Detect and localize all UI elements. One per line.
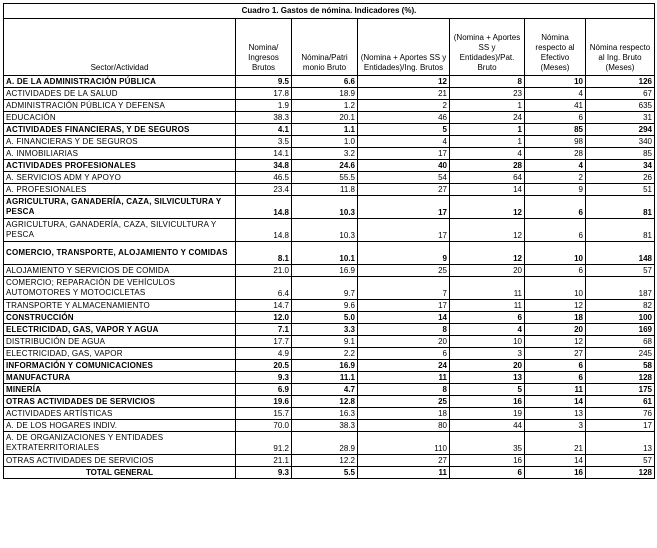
row-value: 14 bbox=[525, 455, 586, 467]
row-value: 46 bbox=[358, 112, 450, 124]
row-value: 27 bbox=[358, 455, 450, 467]
table-row-sector bbox=[4, 396, 655, 408]
row-value: 82 bbox=[586, 300, 655, 312]
row-value: 85 bbox=[525, 124, 586, 136]
row-value: 64 bbox=[450, 172, 525, 184]
row-value: 21.0 bbox=[236, 265, 292, 277]
total-value: 128 bbox=[586, 467, 655, 479]
row-value: 11 bbox=[358, 372, 450, 384]
payroll-indicators-table bbox=[3, 3, 655, 479]
row-value: 11.8 bbox=[292, 184, 358, 196]
row-value: 11 bbox=[450, 277, 525, 300]
row-value: 12 bbox=[525, 336, 586, 348]
row-label: A. DE ORGANIZACIONES Y ENTIDADES EXTRATERRITORIALES bbox=[4, 432, 236, 455]
table-row-sector bbox=[4, 196, 655, 219]
row-value: 3.5 bbox=[236, 136, 292, 148]
row-value: 2.2 bbox=[292, 348, 358, 360]
row-value: 44 bbox=[450, 420, 525, 432]
row-value: 3 bbox=[450, 348, 525, 360]
row-value: 28 bbox=[525, 148, 586, 160]
row-label: A. DE LA ADMINISTRACIÓN PÚBLICA bbox=[4, 76, 236, 88]
total-value: 5.5 bbox=[292, 467, 358, 479]
table-row-activity bbox=[4, 408, 655, 420]
row-value: 40 bbox=[358, 160, 450, 172]
row-value: 16 bbox=[450, 455, 525, 467]
row-value: 12.8 bbox=[292, 396, 358, 408]
row-value: 27 bbox=[358, 184, 450, 196]
row-value: 4 bbox=[358, 136, 450, 148]
table-row-activity bbox=[4, 455, 655, 467]
column-header-payroll-cash-months: Nómina respecto al Efectivo (Meses) bbox=[525, 19, 586, 76]
row-label: A. SERVICIOS ADM Y APOYO bbox=[4, 172, 236, 184]
row-value: 175 bbox=[586, 384, 655, 396]
row-value: 1.2 bbox=[292, 100, 358, 112]
row-value: 51 bbox=[586, 184, 655, 196]
row-value: 3.2 bbox=[292, 148, 358, 160]
row-value: 21.1 bbox=[236, 455, 292, 467]
table-row-sector bbox=[4, 372, 655, 384]
row-label: ELECTRICIDAD, GAS, VAPOR bbox=[4, 348, 236, 360]
table-row-sector bbox=[4, 324, 655, 336]
table-row-activity bbox=[4, 348, 655, 360]
row-value: 128 bbox=[586, 372, 655, 384]
row-value: 19 bbox=[450, 408, 525, 420]
row-value: 6 bbox=[525, 219, 586, 242]
column-header-payroll-ss-assets: (Nomina + Aportes SS y Entidades)/Pat. Bruto bbox=[450, 19, 525, 76]
row-value: 4.1 bbox=[236, 124, 292, 136]
row-value: 100 bbox=[586, 312, 655, 324]
table-row-sector bbox=[4, 242, 655, 265]
row-value: 28.9 bbox=[292, 432, 358, 455]
row-value: 20.1 bbox=[292, 112, 358, 124]
row-value: 15.7 bbox=[236, 408, 292, 420]
row-value: 4 bbox=[450, 324, 525, 336]
row-label: AGRICULTURA, GANADERÍA, CAZA, SILVICULTURA Y PESCA bbox=[4, 219, 236, 242]
row-value: 55.5 bbox=[292, 172, 358, 184]
row-value: 294 bbox=[586, 124, 655, 136]
column-header-payroll-income-months: Nómina respecto al Ing. Bruto (Meses) bbox=[586, 19, 655, 76]
row-label: CONSTRUCCIÓN bbox=[4, 312, 236, 324]
header-row bbox=[4, 19, 655, 76]
row-value: 1.9 bbox=[236, 100, 292, 112]
table-row-activity bbox=[4, 184, 655, 196]
row-value: 12 bbox=[358, 76, 450, 88]
total-value: 6 bbox=[450, 467, 525, 479]
row-value: 16 bbox=[450, 396, 525, 408]
row-value: 6.4 bbox=[236, 277, 292, 300]
row-label: INFORMACIÓN Y COMUNICACIONES bbox=[4, 360, 236, 372]
row-value: 5.0 bbox=[292, 312, 358, 324]
column-header-payroll-ss-income: (Nomina + Aportes SS y Entidades)/Ing. Brutos bbox=[358, 19, 450, 76]
row-value: 4.7 bbox=[292, 384, 358, 396]
row-value: 14.7 bbox=[236, 300, 292, 312]
table-row-activity bbox=[4, 100, 655, 112]
row-label: ELECTRICIDAD, GAS, VAPOR Y AGUA bbox=[4, 324, 236, 336]
row-value: 8 bbox=[358, 324, 450, 336]
row-value: 3.3 bbox=[292, 324, 358, 336]
row-label: A. DE LOS HOGARES INDIV. bbox=[4, 420, 236, 432]
row-value: 4 bbox=[525, 160, 586, 172]
row-value: 3 bbox=[525, 420, 586, 432]
row-value: 9 bbox=[358, 242, 450, 265]
row-label: COMERCIO; REPARACIÓN DE VEHÍCULOS AUTOMOTORES Y MOTOCICLETAS bbox=[4, 277, 236, 300]
row-value: 10.1 bbox=[292, 242, 358, 265]
row-value: 340 bbox=[586, 136, 655, 148]
table-row-activity bbox=[4, 136, 655, 148]
row-value: 16.9 bbox=[292, 265, 358, 277]
row-value: 70.0 bbox=[236, 420, 292, 432]
row-label: TRANSPORTE Y ALMACENAMIENTO bbox=[4, 300, 236, 312]
row-value: 11.1 bbox=[292, 372, 358, 384]
row-value: 20 bbox=[450, 360, 525, 372]
row-value: 41 bbox=[525, 100, 586, 112]
total-value: 11 bbox=[358, 467, 450, 479]
total-label: TOTAL GENERAL bbox=[4, 467, 236, 479]
row-value: 11 bbox=[525, 384, 586, 396]
row-label: ACTIVIDADES ARTÍSTICAS bbox=[4, 408, 236, 420]
row-value: 20 bbox=[450, 265, 525, 277]
row-value: 2 bbox=[358, 100, 450, 112]
row-value: 9.6 bbox=[292, 300, 358, 312]
total-value: 9.3 bbox=[236, 467, 292, 479]
row-value: 27 bbox=[525, 348, 586, 360]
row-value: 13 bbox=[525, 408, 586, 420]
row-label: MINERÍA bbox=[4, 384, 236, 396]
row-value: 14 bbox=[525, 396, 586, 408]
row-label: ADMINISTRACIÓN PÚBLICA Y DEFENSA bbox=[4, 100, 236, 112]
row-value: 12 bbox=[525, 300, 586, 312]
row-value: 1 bbox=[450, 100, 525, 112]
row-value: 10 bbox=[525, 277, 586, 300]
row-label: ACTIVIDADES FINANCIERAS, Y DE SEGUROS bbox=[4, 124, 236, 136]
row-value: 57 bbox=[586, 455, 655, 467]
row-value: 81 bbox=[586, 196, 655, 219]
row-value: 7 bbox=[358, 277, 450, 300]
row-value: 17 bbox=[358, 300, 450, 312]
table-title: Cuadro 1. Gastos de nómina. Indicadores (%). bbox=[4, 4, 655, 19]
row-value: 31 bbox=[586, 112, 655, 124]
table-row-total bbox=[4, 467, 655, 479]
row-value: 4 bbox=[525, 88, 586, 100]
table-body bbox=[4, 76, 655, 479]
row-value: 6 bbox=[450, 312, 525, 324]
row-label: COMERCIO, TRANSPORTE, ALOJAMIENTO Y COMIDAS bbox=[4, 242, 236, 265]
table-row-sector bbox=[4, 160, 655, 172]
row-value: 24.6 bbox=[292, 160, 358, 172]
row-value: 35 bbox=[450, 432, 525, 455]
row-label: DISTRIBUCIÓN DE AGUA bbox=[4, 336, 236, 348]
row-value: 14.1 bbox=[236, 148, 292, 160]
row-value: 6 bbox=[525, 265, 586, 277]
row-value: 13 bbox=[450, 372, 525, 384]
row-value: 19.6 bbox=[236, 396, 292, 408]
row-value: 9.1 bbox=[292, 336, 358, 348]
row-value: 14.8 bbox=[236, 196, 292, 219]
row-value: 67 bbox=[586, 88, 655, 100]
row-value: 38.3 bbox=[292, 420, 358, 432]
row-value: 7.1 bbox=[236, 324, 292, 336]
row-value: 34 bbox=[586, 160, 655, 172]
row-value: 17 bbox=[358, 219, 450, 242]
payroll-indicators-table-container bbox=[3, 3, 654, 479]
row-value: 18 bbox=[358, 408, 450, 420]
row-value: 1 bbox=[450, 124, 525, 136]
table-row-activity bbox=[4, 300, 655, 312]
column-header-payroll-gross-assets: Nómina/Patri monio Bruto bbox=[292, 19, 358, 76]
row-value: 16.9 bbox=[292, 360, 358, 372]
row-value: 148 bbox=[586, 242, 655, 265]
table-row-activity bbox=[4, 88, 655, 100]
row-value: 8 bbox=[450, 76, 525, 88]
row-value: 61 bbox=[586, 396, 655, 408]
row-value: 81 bbox=[586, 219, 655, 242]
row-value: 245 bbox=[586, 348, 655, 360]
row-value: 1 bbox=[450, 136, 525, 148]
row-value: 1.1 bbox=[292, 124, 358, 136]
row-value: 10 bbox=[525, 76, 586, 88]
row-value: 2 bbox=[525, 172, 586, 184]
row-value: 17 bbox=[358, 148, 450, 160]
total-value: 16 bbox=[525, 467, 586, 479]
row-value: 91.2 bbox=[236, 432, 292, 455]
row-value: 58 bbox=[586, 360, 655, 372]
row-value: 23 bbox=[450, 88, 525, 100]
row-value: 34.8 bbox=[236, 160, 292, 172]
row-value: 6 bbox=[525, 112, 586, 124]
table-row-activity bbox=[4, 112, 655, 124]
row-label: AGRICULTURA, GANADERÍA, CAZA, SILVICULTURA Y PESCA bbox=[4, 196, 236, 219]
row-value: 5 bbox=[450, 384, 525, 396]
row-value: 14 bbox=[358, 312, 450, 324]
row-value: 6.9 bbox=[236, 384, 292, 396]
row-value: 14.8 bbox=[236, 219, 292, 242]
table-row-activity bbox=[4, 265, 655, 277]
table-row-sector bbox=[4, 360, 655, 372]
row-label: A. FINANCIERAS Y DE SEGUROS bbox=[4, 136, 236, 148]
row-label: A. PROFESIONALES bbox=[4, 184, 236, 196]
row-label: OTRAS ACTIVIDADES DE SERVICIOS bbox=[4, 455, 236, 467]
row-value: 110 bbox=[358, 432, 450, 455]
row-label: ACTIVIDADES DE LA SALUD bbox=[4, 88, 236, 100]
row-value: 10.3 bbox=[292, 196, 358, 219]
row-value: 24 bbox=[450, 112, 525, 124]
row-value: 635 bbox=[586, 100, 655, 112]
table-row-activity bbox=[4, 219, 655, 242]
row-value: 169 bbox=[586, 324, 655, 336]
row-value: 6 bbox=[525, 372, 586, 384]
row-value: 21 bbox=[525, 432, 586, 455]
row-label: MANUFACTURA bbox=[4, 372, 236, 384]
row-value: 98 bbox=[525, 136, 586, 148]
row-value: 25 bbox=[358, 265, 450, 277]
row-value: 24 bbox=[358, 360, 450, 372]
table-row-activity bbox=[4, 172, 655, 184]
row-value: 14 bbox=[450, 184, 525, 196]
row-value: 54 bbox=[358, 172, 450, 184]
row-value: 17.8 bbox=[236, 88, 292, 100]
row-value: 10 bbox=[525, 242, 586, 265]
column-header-sector: Sector/Actividad bbox=[4, 19, 236, 76]
table-row-sector bbox=[4, 384, 655, 396]
row-value: 1.0 bbox=[292, 136, 358, 148]
row-value: 26 bbox=[586, 172, 655, 184]
row-value: 23.4 bbox=[236, 184, 292, 196]
row-value: 18.9 bbox=[292, 88, 358, 100]
row-value: 12 bbox=[450, 242, 525, 265]
table-row-sector bbox=[4, 124, 655, 136]
row-value: 187 bbox=[586, 277, 655, 300]
row-value: 20 bbox=[525, 324, 586, 336]
row-value: 10.3 bbox=[292, 219, 358, 242]
table-row-activity bbox=[4, 277, 655, 300]
row-value: 9.3 bbox=[236, 372, 292, 384]
row-value: 20.5 bbox=[236, 360, 292, 372]
table-row-activity bbox=[4, 420, 655, 432]
row-label: ALOJAMIENTO Y SERVICIOS DE COMIDA bbox=[4, 265, 236, 277]
row-value: 6 bbox=[525, 360, 586, 372]
row-value: 18 bbox=[525, 312, 586, 324]
row-value: 9 bbox=[525, 184, 586, 196]
row-value: 5 bbox=[358, 124, 450, 136]
row-value: 16.3 bbox=[292, 408, 358, 420]
row-value: 6 bbox=[525, 196, 586, 219]
row-value: 46.5 bbox=[236, 172, 292, 184]
row-value: 4 bbox=[450, 148, 525, 160]
row-value: 9.7 bbox=[292, 277, 358, 300]
row-value: 68 bbox=[586, 336, 655, 348]
row-value: 80 bbox=[358, 420, 450, 432]
table-row-sector bbox=[4, 312, 655, 324]
row-value: 9.5 bbox=[236, 76, 292, 88]
row-value: 12 bbox=[450, 196, 525, 219]
row-label: EDUCACIÓN bbox=[4, 112, 236, 124]
row-value: 8.1 bbox=[236, 242, 292, 265]
row-label: OTRAS ACTIVIDADES DE SERVICIOS bbox=[4, 396, 236, 408]
row-value: 12.2 bbox=[292, 455, 358, 467]
column-header-payroll-gross-income: Nomina/ Ingresos Brutos bbox=[236, 19, 292, 76]
row-value: 17 bbox=[358, 196, 450, 219]
row-value: 85 bbox=[586, 148, 655, 160]
table-row-activity bbox=[4, 336, 655, 348]
row-value: 10 bbox=[450, 336, 525, 348]
row-value: 21 bbox=[358, 88, 450, 100]
row-value: 25 bbox=[358, 396, 450, 408]
row-value: 38.3 bbox=[236, 112, 292, 124]
row-value: 76 bbox=[586, 408, 655, 420]
row-value: 17.7 bbox=[236, 336, 292, 348]
row-value: 12.0 bbox=[236, 312, 292, 324]
row-value: 20 bbox=[358, 336, 450, 348]
row-label: A. INMOBILIARIAS bbox=[4, 148, 236, 160]
row-label: ACTIVIDADES PROFESIONALES bbox=[4, 160, 236, 172]
row-value: 4.9 bbox=[236, 348, 292, 360]
row-value: 6 bbox=[358, 348, 450, 360]
row-value: 11 bbox=[450, 300, 525, 312]
table-row-activity bbox=[4, 432, 655, 455]
table-row-activity bbox=[4, 148, 655, 160]
row-value: 6.6 bbox=[292, 76, 358, 88]
row-value: 13 bbox=[586, 432, 655, 455]
row-value: 8 bbox=[358, 384, 450, 396]
row-value: 17 bbox=[586, 420, 655, 432]
row-value: 28 bbox=[450, 160, 525, 172]
row-value: 12 bbox=[450, 219, 525, 242]
table-row-sector bbox=[4, 76, 655, 88]
row-value: 57 bbox=[586, 265, 655, 277]
row-value: 126 bbox=[586, 76, 655, 88]
